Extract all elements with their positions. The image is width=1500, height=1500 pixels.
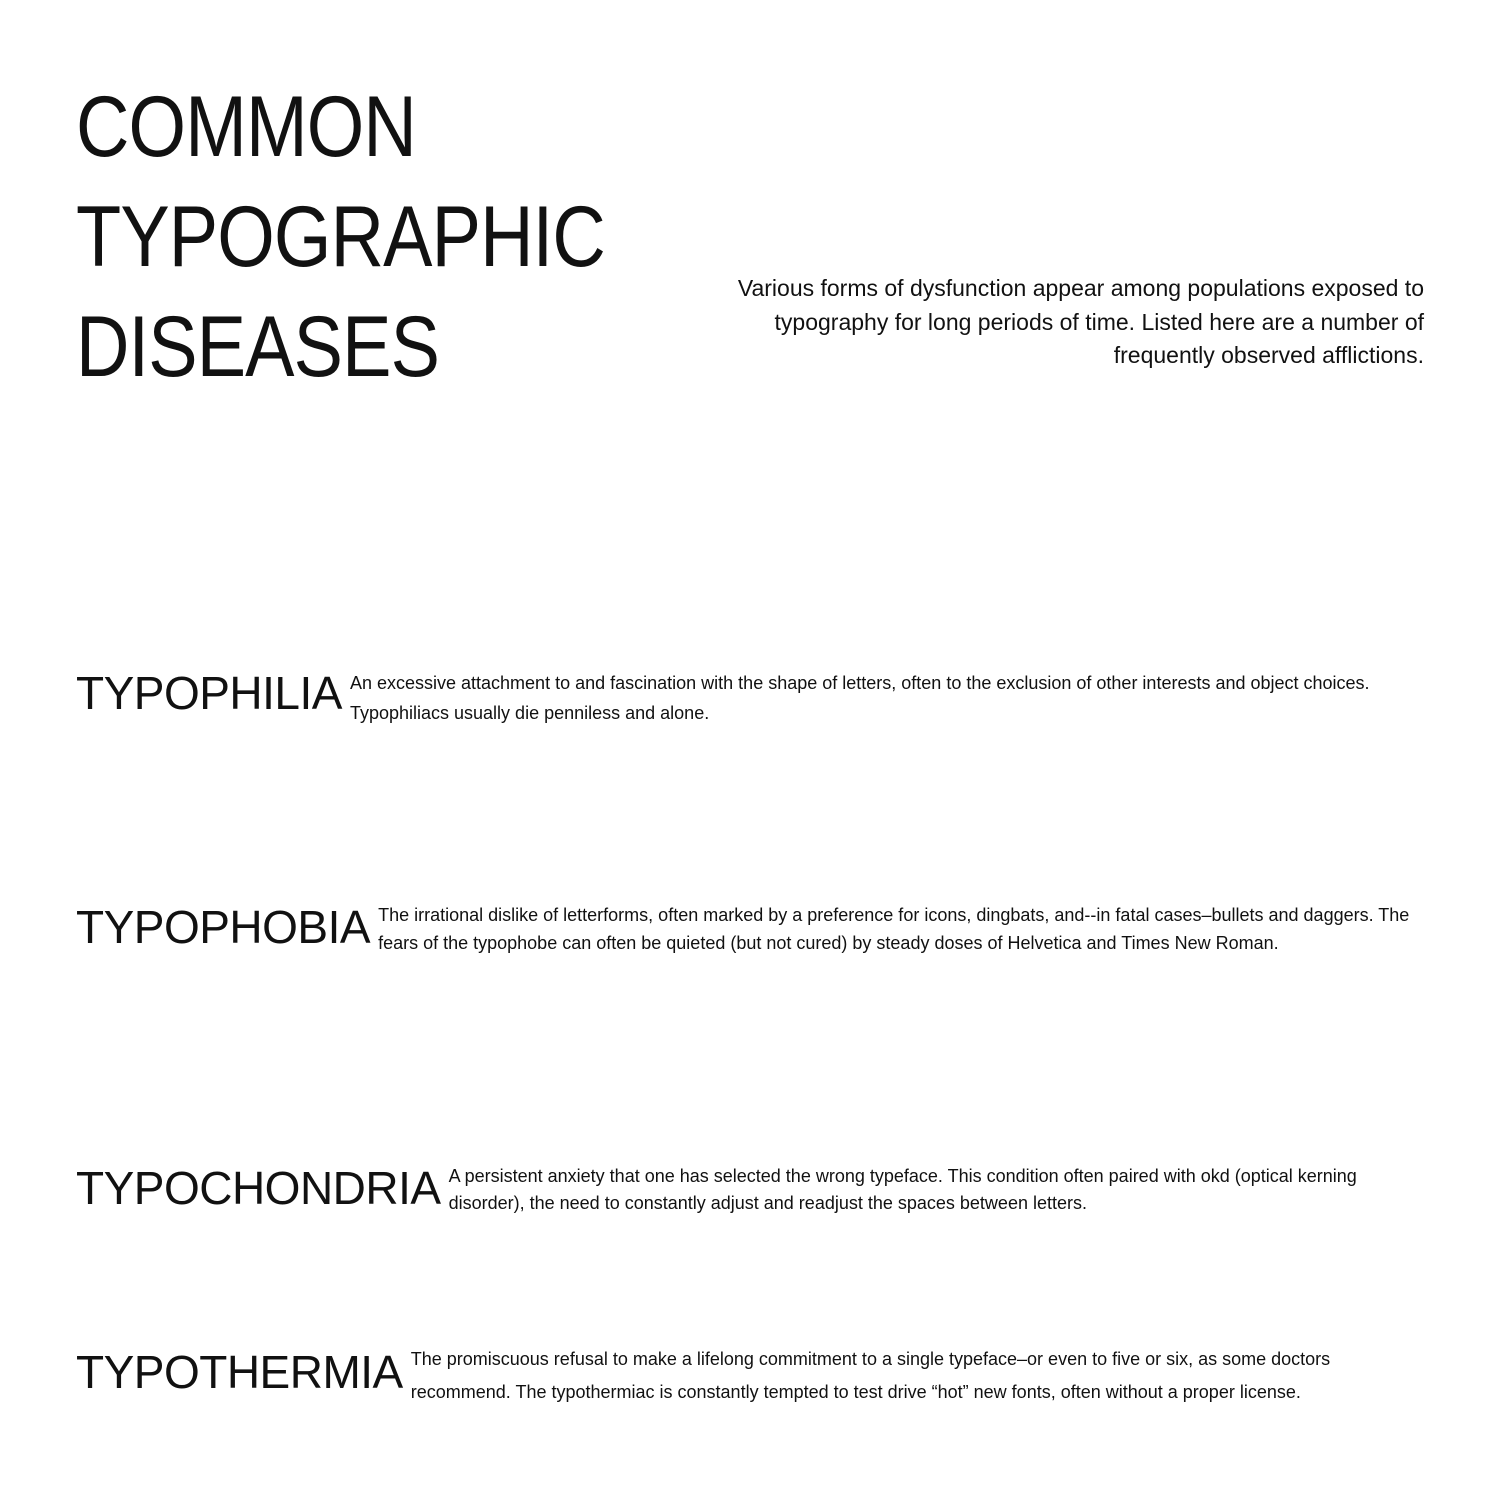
disease-description: An excessive attachment to and fascination with the shape of letters, often to the exclusion of other interests and object choices. Typophiliacs usually die penniless and alone.: [349, 673, 1370, 723]
title-line-1: COMMON: [76, 79, 416, 175]
disease-term: TYPOTHERMIA: [76, 1346, 403, 1398]
disease-entry-typophobia: [76, 902, 1426, 957]
page-title: [76, 72, 605, 402]
disease-entry-typothermia: [76, 1343, 1426, 1409]
disease-entry-typophilia: [76, 668, 1426, 728]
disease-entry-typochondria: [76, 1163, 1426, 1217]
disease-description: A persistent anxiety that one has selected the wrong typeface. This condition often paired with okd (optical kerning disorder), the need to constantly adjust and readjust the spaces between letters.: [448, 1166, 1357, 1213]
title-line-2: TYPOGRAPHIC: [76, 189, 605, 285]
title-line-3: DISEASES: [76, 299, 440, 395]
disease-description: The irrational dislike of letterforms, often marked by a preference for icons, dingbats, and--in fatal cases–bullets and daggers. The fears of the typophobe can often be quieted (but not cured) by steady doses of Helvetica and Times New Roman.: [378, 905, 1410, 953]
disease-term: TYPOPHOBIA: [76, 901, 371, 953]
disease-term: TYPOPHILIA: [76, 667, 342, 719]
intro-paragraph: Various forms of dysfunction appear among populations exposed to typography for long periods of time. Listed here are a number of frequently observed afflictions.: [737, 275, 1424, 368]
disease-term: TYPOCHONDRIA: [76, 1162, 441, 1214]
disease-description: The promiscuous refusal to make a lifelong commitment to a single typeface–or even to five or six, as some doctors recommend. The typothermiac is constantly tempted to test drive “hot” new fonts, often without a proper license.: [410, 1349, 1331, 1402]
